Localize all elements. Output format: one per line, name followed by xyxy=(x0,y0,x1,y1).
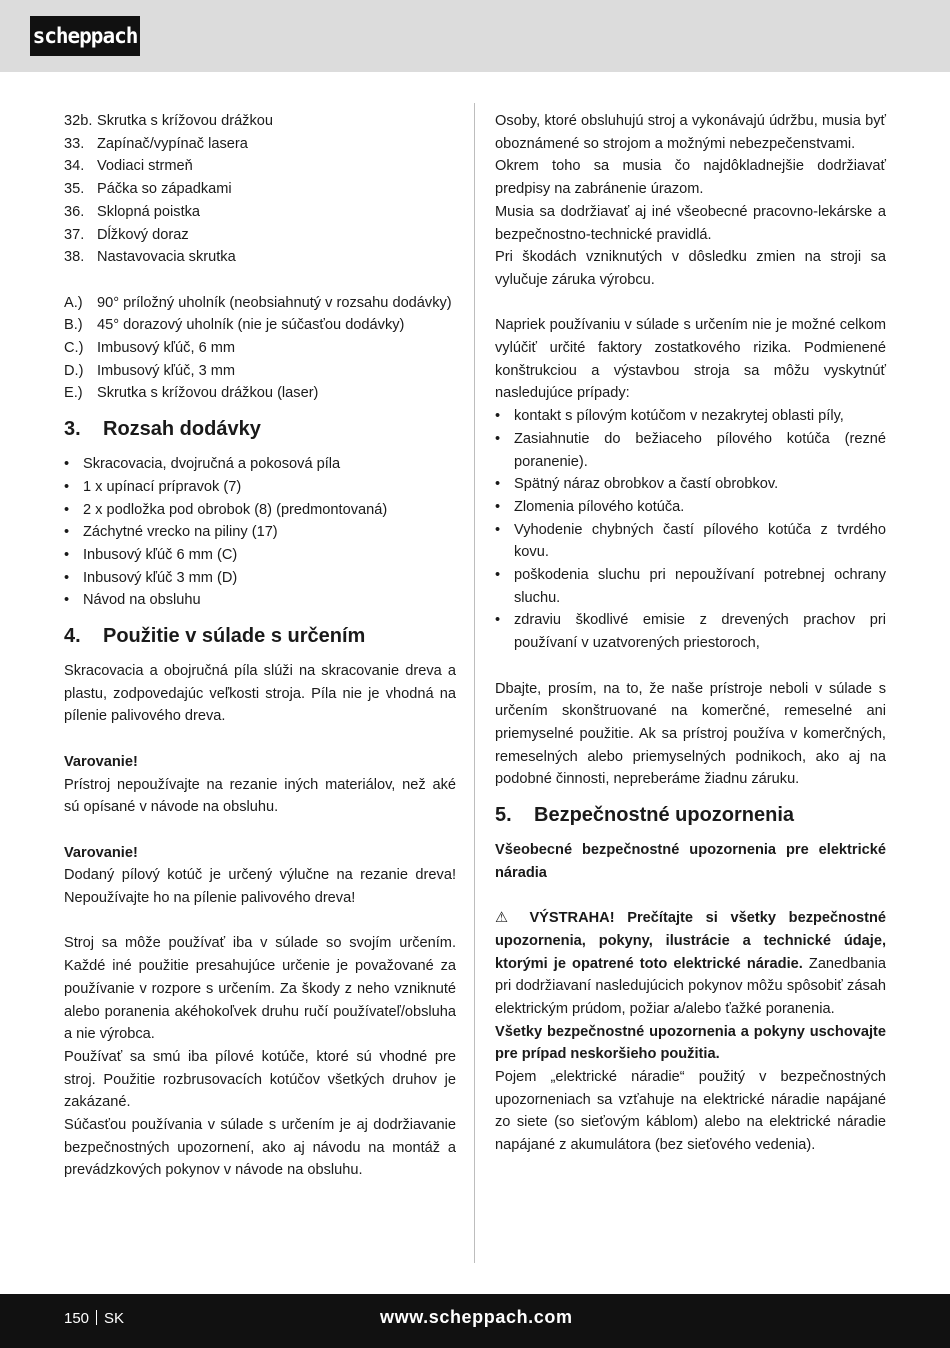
warning-paragraph: ⚠ VÝSTRAHA! Prečítajte si všetky bezpečnostné upozornenia, pokyny, ilustrácie a technické údaje, ktorými je opatrené toto elektrické náradie. Zanedbania pri dodržiavaní nasledujúcich pokynov môžu spôsobiť zásah elektrickým prúdom, požiar a/alebo ťažké poranenia. xyxy=(495,910,886,1017)
list-item: • Záchytné vrecko na piliny (17) xyxy=(64,524,278,541)
list-item: • kontakt s pílovým kotúčom v nezakrytej oblasti píly, xyxy=(495,408,844,425)
list-item: E.) Skrutka s krížovou drážkou (laser) xyxy=(64,385,319,402)
paragraph: Všetky bezpečnostné upozornenia a pokyny uschovajte pre prípad neskoršieho použitia. xyxy=(495,1023,886,1063)
parts-list xyxy=(64,110,456,269)
list-item: • Zlomenia pílového kotúča. xyxy=(495,498,685,515)
list-item: 35. Páčka so západkami xyxy=(64,181,232,198)
list-item: C.) Imbusový kľúč, 6 mm xyxy=(64,340,236,357)
paragraph: Pri škodách vzniknutých v dôsledku zmien na stroji sa vylučuje záruka výrobcu. xyxy=(495,249,886,288)
section-heading: 5. Bezpečnostné upozornenia xyxy=(495,804,795,827)
list-item: • Zasiahnutie do bežiaceho pílového kotúča (rezné poranenie). xyxy=(495,430,886,470)
paragraph: Napriek používaniu v súlade s určením nie je možné celkom vylúčiť určité faktory zostatkového rizika. Podmienené konštrukciou a výstavbou stroja sa môžu vyskytnúť nasledujúce prípady: xyxy=(495,317,886,402)
list-item: 38. Nastavovacia skrutka xyxy=(64,249,236,266)
section-heading: 4. Použitie v súlade s určením xyxy=(64,625,366,648)
paragraph: Okrem toho sa musia čo najdôkladnejšie dodržiavať predpisy na zabránenie úrazom. xyxy=(495,158,886,198)
paragraph: Pojem „elektrické náradie“ použitý v bezpečnostných upozorneniach sa vzťahuje na elektrické náradie napájané zo siete (so sieťovým káblom) alebo na elektrické náradie napájané z akumulátora (bez sieťového vedenia). xyxy=(495,1069,886,1154)
paragraph: Dbajte, prosím, na to, že naše prístroje neboli v súlade s určením skonštruované na komerčné, remeselné ani priemyselné použitie. Ak sa prístroj používa v komerčných, remeselných alebo priemyselných podnikoch, ako aj na podobné činnosti, nepreberáme žiadnu záruku. xyxy=(495,680,886,788)
paragraph: Prístroj nepoužívajte na rezanie iných materiálov, než aké sú opísané v návode na obsluhu. xyxy=(64,776,456,816)
list-item: • 2 x podložka pod obrobok (8) (predmontovaná) xyxy=(64,501,388,518)
list-item: • zdraviu škodlivé emisie z drevených prachov pri používaní v uzatvorených priestoroch, xyxy=(495,612,886,652)
column-divider xyxy=(474,103,475,1263)
list-item: 36. Sklopná poistka xyxy=(64,203,201,220)
warning-title: Varovanie! xyxy=(64,844,138,861)
list-item: • poškodenia sluchu pri nepoužívaní potrebnej ochrany sluchu. xyxy=(495,567,886,606)
paragraph: Osoby, ktoré obsluhujú stroj a vykonávajú údržbu, musia byť oboznámené so strojom a možnými nebezpečenstvami. xyxy=(495,113,886,152)
paragraph: Skracovacia a obojručná píla slúži na skracovanie dreva a plastu, zodpovedajúc veľkosti stroja. Píla nie je vhodná na pílenie palivového dreva. xyxy=(64,663,456,725)
list-item: • Návod na obsluhu xyxy=(64,592,201,609)
list-item: • Vyhodenie chybných častí pílového kotúča z tvrdého kovu. xyxy=(495,521,886,561)
list-item: 33. Zapínač/vypínač lasera xyxy=(64,135,248,152)
right-column xyxy=(495,110,886,1157)
paragraph: Musia sa dodržiavať aj iné všeobecné pracovno-lekárske a bezpečnostno-technické pravidlá. xyxy=(495,203,886,243)
list-item: D.) Imbusový kľúč, 3 mm xyxy=(64,362,236,379)
list-item: • Inbusový kľúč 3 mm (D) xyxy=(64,569,238,586)
page-footer xyxy=(0,1294,950,1348)
list-item: 32b. Skrutka s krížovou drážkou xyxy=(64,113,274,129)
list-item: B.) 45° dorazový uholník (nie je súčasťou dodávky) xyxy=(64,317,405,334)
risk-list xyxy=(495,405,886,655)
list-item: • Inbusový kľúč 6 mm (C) xyxy=(64,546,238,563)
brand-logo: scheppach xyxy=(30,16,140,56)
list-item: • 1 x upínací prípravok (7) xyxy=(64,478,242,495)
website-link[interactable]: www.scheppach.com xyxy=(380,1307,573,1327)
list-item: 37. Dĺžkový doraz xyxy=(64,226,189,243)
left-column xyxy=(64,110,456,1182)
section-heading: 3. Rozsah dodávky xyxy=(64,418,261,441)
paragraph: Používať sa smú iba pílové kotúče, ktoré sú vhodné pre stroj. Použitie rozbrusovacích kotúčov všetkých druhov je zakázané. xyxy=(64,1048,456,1111)
list-item: • Spätný náraz obrobkov a častí obrobkov. xyxy=(495,476,779,493)
list-item: • Skracovacia, dvojručná a pokosová píla xyxy=(64,456,341,473)
page-header xyxy=(0,0,950,72)
warning-triangle-icon: ⚠ xyxy=(495,910,517,927)
paragraph: Dodaný pílový kotúč je určený výlučne na rezanie dreva! Nepoužívajte ho na pílenie palivového dreva! xyxy=(64,867,456,907)
paragraph: Stroj sa môže používať iba v súlade so svojím určením. Každé iné použitie presahujúce určenie je považované za používanie v rozpore s určením. Za škody z neho vzniknuté alebo poranenia akéhokoľvek druhu ručí používateľ/obsluha a nie výrobca. xyxy=(64,935,456,1043)
paragraph: Súčasťou používania v súlade s určením je aj dodržiavanie bezpečnostných upozornení, ako aj návodu na montáž a prevádzkových pokynov v návode na obsluhu. xyxy=(64,1117,456,1179)
accessories-list xyxy=(64,292,456,406)
subsection-title: Všeobecné bezpečnostné upozornenia pre elektrické náradia xyxy=(495,842,886,881)
delivery-list xyxy=(64,453,456,612)
list-item: A.) 90° príložný uholník (neobsiahnutý v rozsahu dodávky) xyxy=(64,294,452,311)
warning-title: Varovanie! xyxy=(64,753,138,770)
page-number: 150 SK xyxy=(64,1310,125,1327)
list-item: 34. Vodiaci strmeň xyxy=(64,158,193,175)
